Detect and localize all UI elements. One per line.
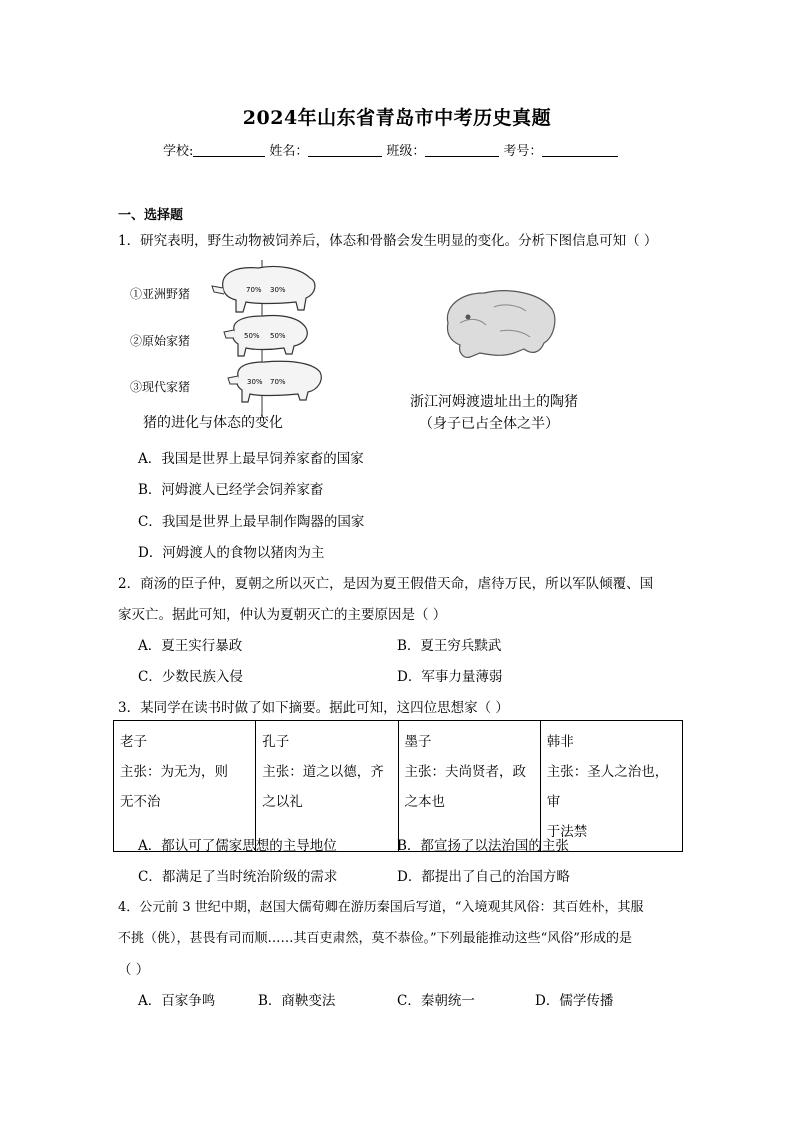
pottery-caption-1: 浙江河姆渡遗址出土的陶猪 xyxy=(410,394,578,410)
section-heading: 一、选择题 xyxy=(118,208,184,223)
q3-option-c[interactable]: C．都满足了当时统治阶级的需求 xyxy=(138,869,338,885)
pottery-pig-figure xyxy=(440,283,560,363)
q1-option-c[interactable]: C．我国是世界上最早制作陶器的国家 xyxy=(138,514,365,530)
pig-label-3: ③现代家猪 xyxy=(130,380,191,394)
pct-2a: 50% xyxy=(244,332,260,340)
q2-option-a[interactable]: A．夏王实行暴政 xyxy=(138,638,243,654)
pottery-caption-2: （身子已占全体之半） xyxy=(419,416,559,432)
q4-option-b[interactable]: B．商鞅变法 xyxy=(258,993,336,1009)
student-info-line xyxy=(163,140,622,159)
pct-3a: 30% xyxy=(247,378,263,386)
q4-option-c[interactable]: C．秦朝统一 xyxy=(397,993,475,1009)
q1-option-d[interactable]: D．河姆渡人的食物以猪肉为主 xyxy=(138,545,325,561)
thinker-name: 老子 xyxy=(120,734,147,750)
q3-option-b[interactable]: B．都宣扬了以法治国的主张 xyxy=(397,838,569,854)
school-blank[interactable] xyxy=(193,142,265,157)
q3-option-a[interactable]: A．都认可了儒家思想的主导地位 xyxy=(138,838,337,854)
q2-option-b[interactable]: B．夏王穷兵黩武 xyxy=(397,638,502,654)
number-blank[interactable] xyxy=(542,142,618,157)
q4-stem-line3: （ ） xyxy=(118,962,150,978)
page-title: 2024年山东省青岛市中考历史真题 xyxy=(242,107,552,129)
thinker-claim-2: 于法禁 xyxy=(546,824,588,840)
pct-1b: 30% xyxy=(270,286,286,294)
thinker-claim-1: 主张：道之以德，齐 xyxy=(262,764,384,780)
pct-1a: 70% xyxy=(246,286,262,294)
thinker-claim-2: 无不治 xyxy=(120,794,161,810)
pig-label-2: ②原始家猪 xyxy=(130,334,191,348)
thinker-name: 韩非 xyxy=(546,734,574,750)
class-blank[interactable] xyxy=(425,142,499,157)
q1-stem: 1．研究表明，野生动物被饲养后，体态和骨骼会发生明显的变化。分析下图信息可知（ ） xyxy=(118,233,658,249)
q4-stem-line2: 不挑（佻），甚畏有司而顺……其百吏肃然，莫不恭俭。”下列最能推动这些“风俗”形成的是 xyxy=(118,931,632,946)
table-cell-kongzi xyxy=(256,721,398,852)
q2-option-c[interactable]: C．少数民族入侵 xyxy=(138,669,243,685)
thinker-name: 墨子 xyxy=(404,734,432,750)
pct-3b: 70% xyxy=(270,378,286,386)
pig-evolution-figure xyxy=(128,258,328,428)
thinker-name: 孔子 xyxy=(262,734,290,750)
pottery-pig-illustration xyxy=(440,283,560,363)
table-cell-hanfei xyxy=(540,721,682,852)
thinker-claim-2: 之本也 xyxy=(404,794,445,810)
q1-option-a[interactable]: A．我国是世界上最早饲养家畜的国家 xyxy=(138,451,364,467)
number-label: 考号： xyxy=(503,144,543,159)
q2-stem-line2: 家灭亡。据此可知，仲认为夏朝灭亡的主要原因是（ ） xyxy=(118,607,447,623)
table-cell-laozi xyxy=(114,721,256,852)
school-label: 学校: xyxy=(163,144,194,159)
q2-stem-line1: 2．商汤的臣子仲，夏朝之所以灭亡，是因为夏王假借天命，虐待万民，所以军队倾覆、国 xyxy=(118,576,654,592)
q3-option-d[interactable]: D．都提出了自己的治国方略 xyxy=(397,869,570,885)
name-blank[interactable] xyxy=(308,142,382,157)
q4-option-a[interactable]: A．百家争鸣 xyxy=(138,993,216,1009)
pig-label-1: ①亚洲野猪 xyxy=(130,287,191,301)
thinkers-table xyxy=(113,720,683,852)
q2-option-d[interactable]: D．军事力量薄弱 xyxy=(397,669,503,685)
q3-stem: 3．某同学在读书时做了如下摘要。据此可知，这四位思想家（ ） xyxy=(118,700,509,716)
thinker-claim-2: 之以礼 xyxy=(262,794,303,810)
table-cell-mozi xyxy=(398,721,540,852)
thinker-claim-1: 主张：夫尚贤者，政 xyxy=(404,764,526,780)
q4-stem-line1: 4．公元前 3 世纪中期，赵国大儒荀卿在游历秦国后写道，“入境观其风俗：其百姓朴，其服 xyxy=(118,900,644,915)
thinker-claim-1: 主张：为无为，则 xyxy=(120,764,228,780)
pig-figure-caption: 猪的进化与体态的变化 xyxy=(143,415,283,431)
q1-option-b[interactable]: B．河姆渡人已经学会饲养家畜 xyxy=(138,482,324,498)
class-label: 班级： xyxy=(386,144,426,159)
thinker-claim-1: 主张：圣人之治也，审 xyxy=(546,764,669,810)
pct-2b: 50% xyxy=(270,332,286,340)
name-label: 姓名： xyxy=(269,144,309,159)
q4-option-d[interactable]: D．儒学传播 xyxy=(535,993,614,1009)
